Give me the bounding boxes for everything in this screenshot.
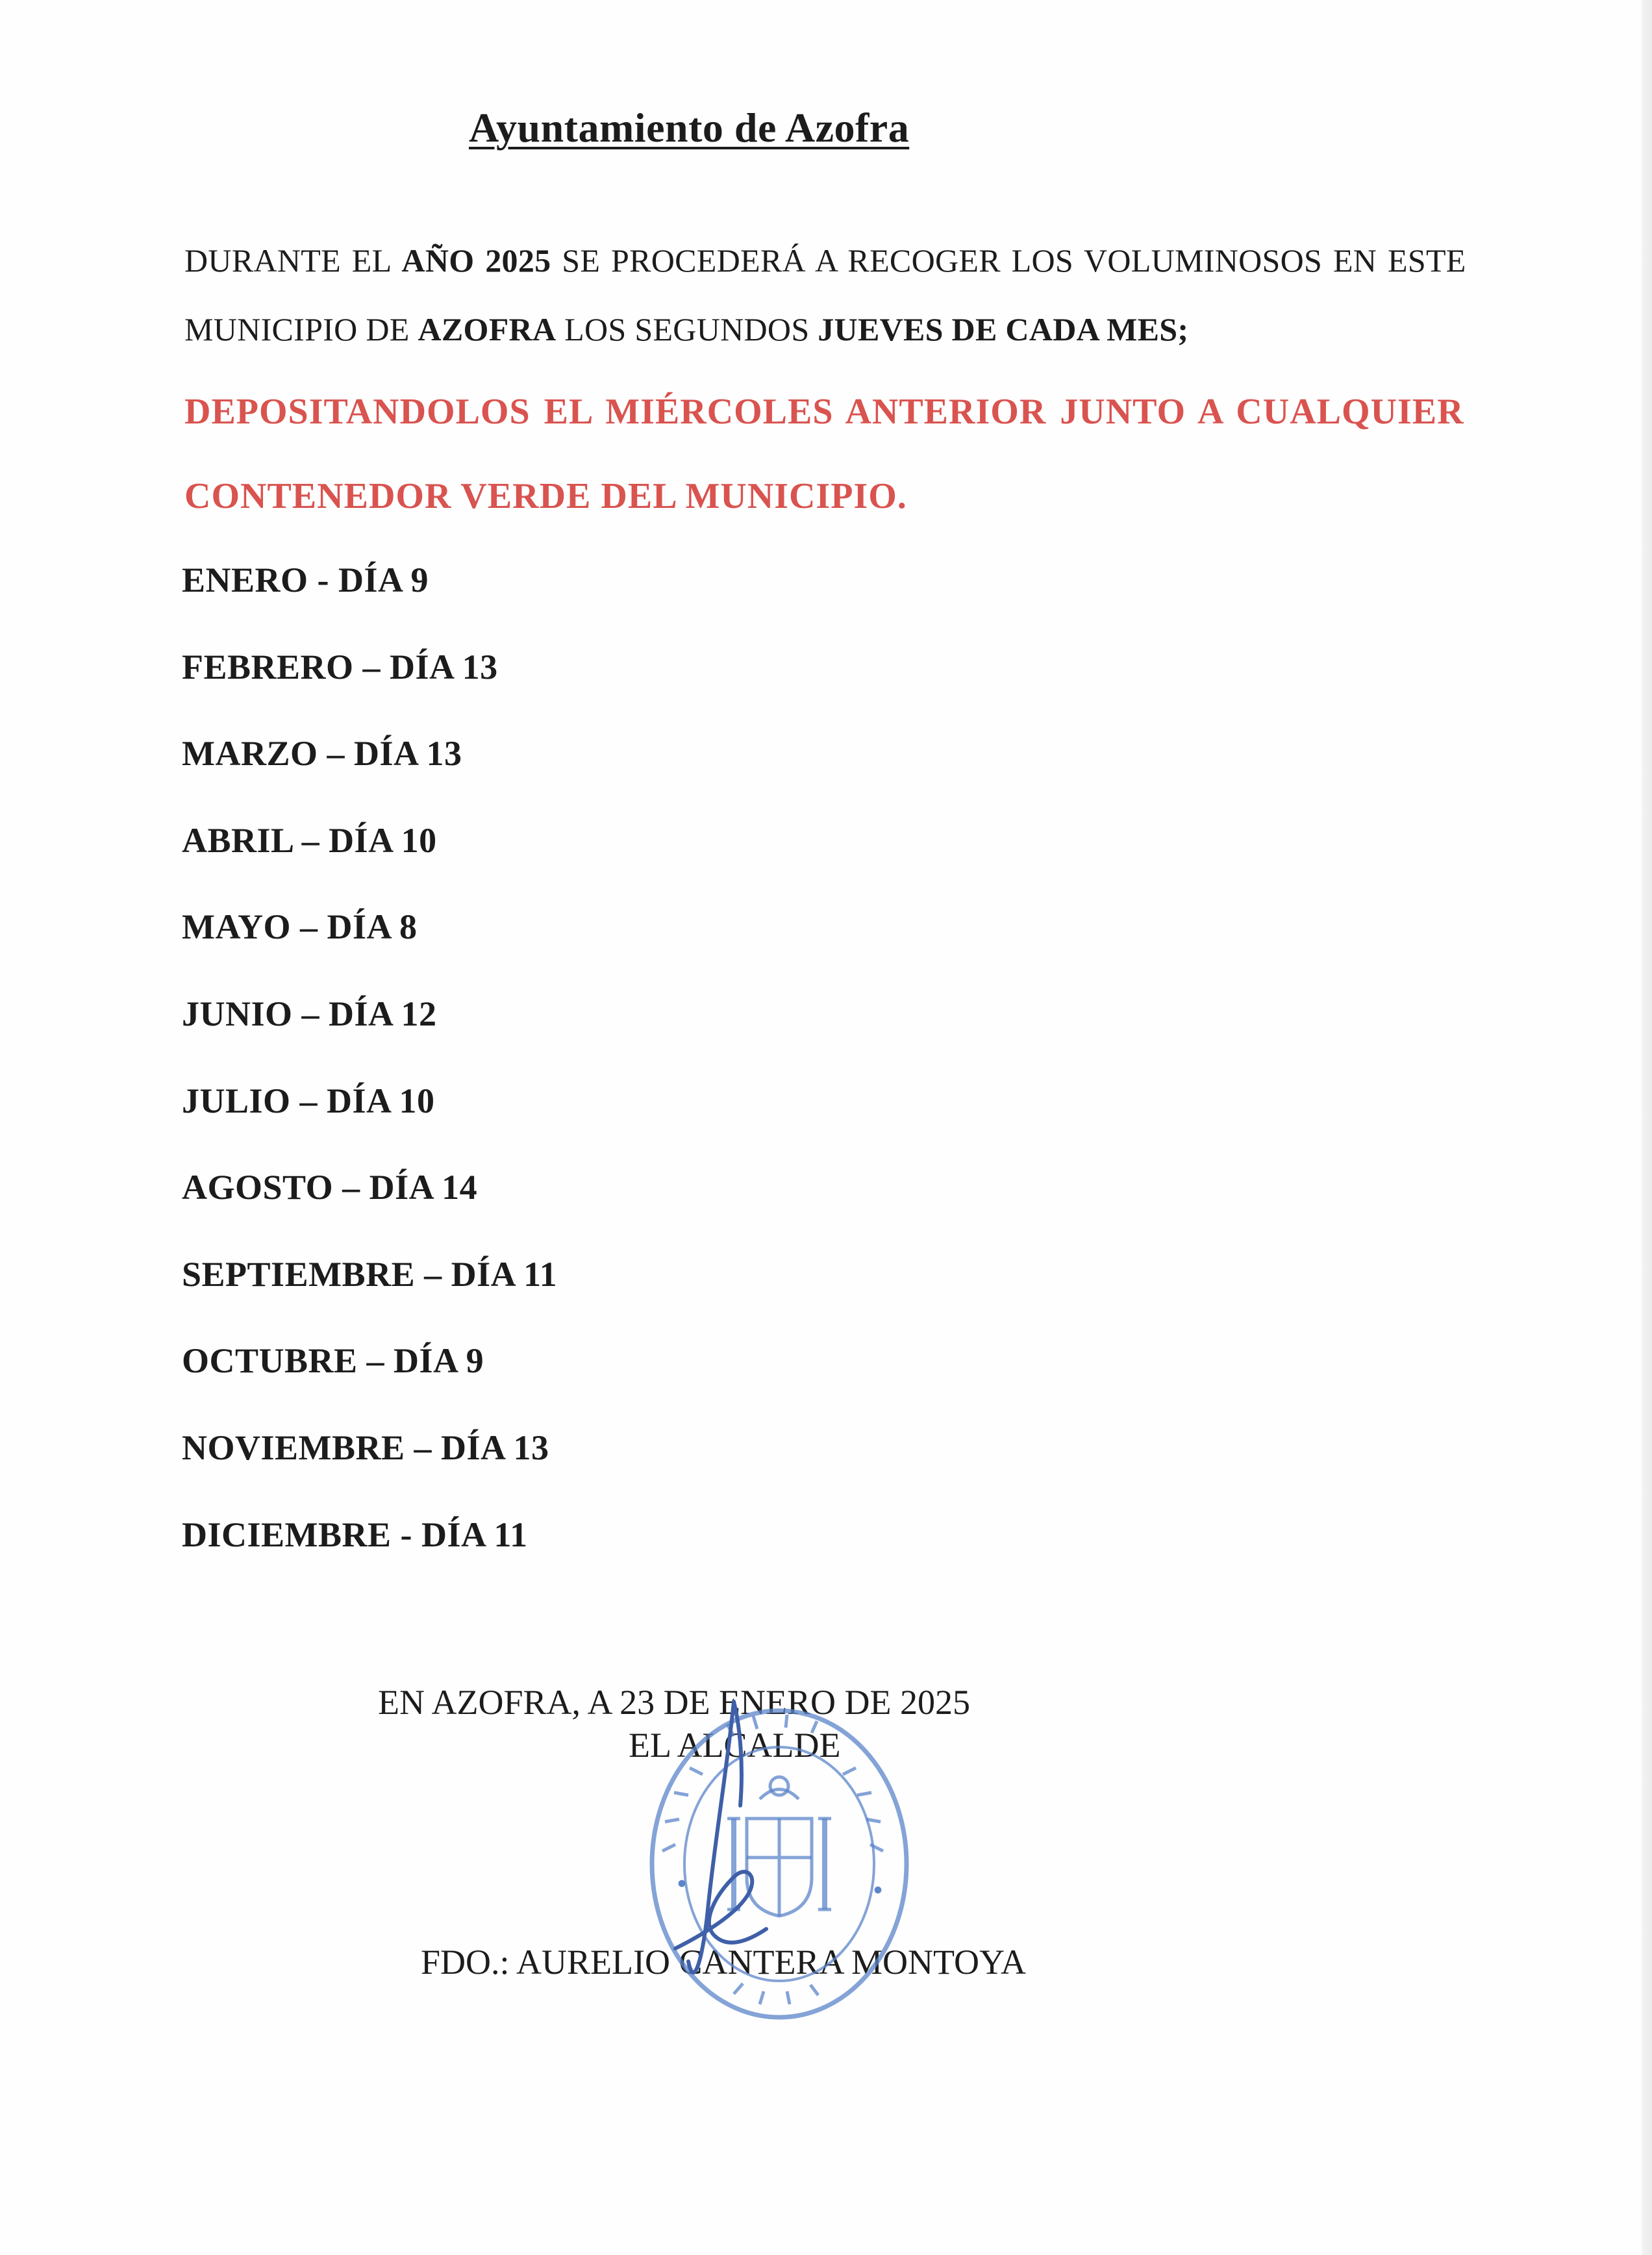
signatory-name: FDO.: AURELIO CANTERA MONTOYA [421,1943,1027,1982]
notice-line-1: DEPOSITANDOLOS EL MIÉRCOLES ANTERIOR JUNTO A CUALQUIER [184,392,1464,432]
schedule-item: JULIO – DÍA 10 [182,1081,435,1120]
schedule-item: FEBRERO – DÍA 13 [182,647,498,687]
signatory-title: EL ALCALDE [629,1726,841,1765]
schedule-item: NOVIEMBRE – DÍA 13 [182,1428,549,1467]
official-stamp [636,1689,922,2026]
schedule-item: MAYO – DÍA 8 [182,907,418,947]
intro-line-2 [184,310,1188,348]
schedule-item: SEPTIEMBRE – DÍA 11 [182,1254,558,1294]
notice-line-2: CONTENEDOR VERDE DEL MUNICIPIO. [184,476,907,516]
document-title: Ayuntamiento de Azofra [469,105,910,151]
schedule-item: AGOSTO – DÍA 14 [182,1168,478,1207]
coat-of-arms-icon [727,1777,831,1916]
schedule-item: ABRIL – DÍA 10 [182,820,437,860]
scan-edge [1642,0,1652,2255]
intro-text: SE PROCEDERÁ A RECOGER LOS VOLUMINOSOS EN ESTE [551,242,1466,279]
mayor-signature [675,1702,766,1972]
intro-text: DURANTE EL [184,242,402,279]
schedule-item: DICIEMBRE - DÍA 11 [182,1515,528,1554]
schedule-item: ENERO - DÍA 9 [182,561,429,599]
intro-text: MUNICIPIO DE [184,311,418,347]
intro-day: JUEVES DE CADA MES; [818,311,1189,347]
collection-schedule [182,560,557,1601]
intro-line-1 [184,242,1466,279]
stamp-lettering [662,1715,883,2004]
intro-text: LOS SEGUNDOS [556,311,818,347]
schedule-item: JUNIO – DÍA 12 [182,994,437,1033]
schedule-item: OCTUBRE – DÍA 9 [182,1341,484,1381]
schedule-item: MARZO – DÍA 13 [182,734,462,774]
place-date: EN AZOFRA, A 23 DE ENERO DE 2025 [378,1683,971,1722]
intro-town: AZOFRA [418,311,557,347]
intro-year: AÑO 2025 [401,242,551,279]
